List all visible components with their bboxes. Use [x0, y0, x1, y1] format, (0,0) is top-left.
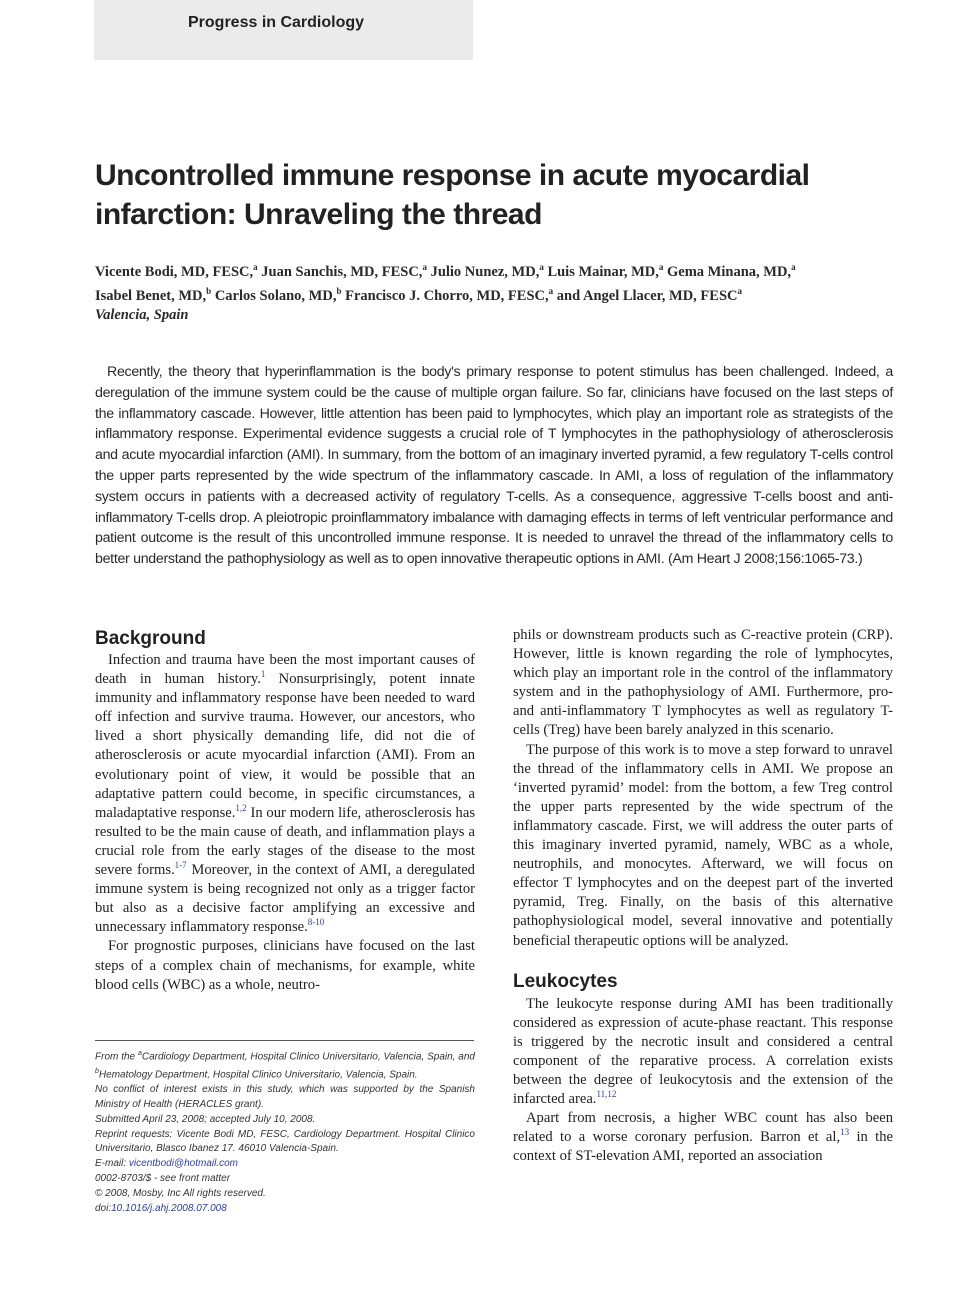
text-run: In our modern life, atherosclerosis has resulted to be the main cause of death, and inflammation plays a crucial role from the early stages of the disease to the most severe forms.	[95, 804, 475, 879]
submission-dates: Submitted April 23, 2008; accepted July 10, 2008.	[95, 1113, 316, 1125]
author-name: Julio Nunez, MD,	[430, 263, 540, 280]
affiliation-note: From the $^a$Cardiology Department, Hospital Clinico Universitario, Valencia, Spain, and $^b$Hematology Department, Hospital Clinico Universitario, Valencia, Spain.	[95, 1050, 475, 1081]
affiliation-mark: b	[206, 285, 212, 296]
author-name: Juan Sanchis, MD, FESC,	[261, 263, 423, 280]
section-label: Progress in Cardiology	[188, 14, 365, 31]
citation-link[interactable]: 11,12	[596, 1089, 617, 1100]
author-name: Carlos Solano, MD,	[214, 287, 337, 304]
affiliation-mark: b	[336, 285, 342, 296]
footnotes	[95, 1047, 475, 1216]
email-note: E-mail: vicentbodi@hotmail.com	[95, 1158, 238, 1170]
issn-note: 0002-8703/$ - see front matter	[95, 1173, 231, 1185]
paragraph	[513, 1109, 893, 1166]
author-name: Gema Minana, MD,	[667, 263, 792, 280]
text-run: The leukocyte response during AMI has been traditionally considered as expression of acute-phase reactant. This response is triggered by the necrotic insult and considered a central component of the reparative process. A correlation exists between the degree of leukocytosis and the extension of the infarcted area.	[513, 995, 893, 1108]
paragraph: For prognostic purposes, clinicians have focused on the last steps of a complex chain of mechanisms, for example, white blood cells (WBC) as a whole, neutro-	[95, 938, 475, 993]
author-name: and Angel Llacer, MD, FESC	[556, 287, 738, 304]
affiliation-mark: a	[658, 262, 664, 272]
copyright-note: © 2008, Mosby, Inc All rights reserved.	[95, 1187, 266, 1199]
citation-link[interactable]: 1,2	[235, 802, 247, 813]
article-title: Uncontrolled immune response in acute myocardial infarction: Unraveling the thread	[95, 159, 810, 231]
affiliation-mark: a	[791, 262, 796, 272]
reprint-note: Reprint requests: Vicente Bodi MD, FESC, Cardiology Department. Hospital Clinico Universitario, Blasco Ibanez 17. 46010 Valencia-Spain.	[95, 1128, 475, 1155]
right-column	[513, 626, 893, 1166]
text-run: Moreover, in the context of AMI, a deregulated immune system is being recognized not only as a trigger factor but also as a decisive factor amplifying an excessive and unnecessary inflammatory response.	[95, 862, 475, 936]
text-run: in the context of ST-elevation AMI, reported an association	[513, 1129, 894, 1165]
author-names	[95, 264, 796, 304]
citation-link[interactable]: 1	[260, 669, 266, 680]
conflict-note: No conflict of interest exists in this study, which was supported by the Spanish Ministry of Health (HERACLES grant).	[95, 1084, 475, 1111]
author-name: Luis Mainar, MD,	[547, 263, 659, 280]
abstract: Recently, the theory that hyperinflammation is the body's primary response to potent stimulus has been challenged. Indeed, a deregulation of the immune system could be the cause of multiple organ failure. So far, clinicians have focused on the last steps of the inflammatory cascade. However, little attention has been paid to lymphocytes, which play an important role as strategists of the inflammatory response. Experimental evidence suggests a crucial role of T lymphocytes in the pathophysiology of atherosclerosis and acute myocardial infarction (AMI). In summary, from the bottom of an imaginary inverted pyramid, a few regulatory T-cells control the upper parts represented by the wide spectrum of the inflammatory cascade. In AMI, a loss of regulation of the inflammatory system occurs in patients with a decreased activity of regulatory T-cells. As a consequence, aggressive T-cells boost and anti-inflammatory T-cells drop. A pleiotropic proinflammatory imbalance with damaging effects in terms of left ventricular performance and patient outcome is the result of this uncontrolled immune response. It is needed to unravel the thread of the inflammatory cells to better understand the pathophysiology as well as to open innovative therapeutic options in AMI. (Am Heart J 2008;156:1065-73.)	[95, 364, 893, 568]
paragraph: phils or downstream products such as C-reactive protein (CRP). However, little is known regarding the role of lymphocytes, which play an important role in the control of the inflammatory system and in the pathophysiology of AMI. Furthermore, pro- and anti-inflammatory T lymphocytes as well as regulatory T-cells (Treg) have been barely analyzed in this scenario.	[513, 627, 893, 739]
author-list	[95, 258, 895, 325]
left-column	[95, 627, 475, 995]
doi-link[interactable]: 10.1016/j.ahj.2008.07.008	[111, 1202, 227, 1214]
author-name: Francisco J. Chorro, MD, FESC,	[345, 287, 549, 304]
paragraph	[513, 995, 893, 1110]
text-run: Nonsurprisingly, potent innate immunity and inflammatory response have been needed to ward off infection and survive trauma. However, our ancestors, who lived a short physically demanding life, did not die of atherosclerosis or acute myocardial infarction (AMI). From an evolutionary point of view, it would be possible that an adaptative pattern could become, in specific circumstances, a maladaptative response.	[95, 671, 475, 821]
footnote-divider	[95, 1040, 474, 1041]
author-name: Isabel Benet, MD,	[95, 287, 207, 304]
citation-link[interactable]: 1-7	[174, 860, 187, 871]
affiliation-mark: a	[737, 285, 742, 296]
paragraph	[95, 651, 475, 937]
affiliation-mark: a	[548, 285, 554, 296]
text-run: Apart from necrosis, a higher WBC count has also been related to a worse coronary perfusion. Barron et al,	[513, 1110, 893, 1146]
affiliation-mark: a	[539, 262, 544, 272]
citation-link[interactable]: 8-10	[307, 917, 325, 928]
section-heading-background: Background	[95, 628, 206, 649]
affiliation-mark: a	[422, 262, 427, 272]
author-location: Valencia, Spain	[95, 306, 189, 323]
doi-note: doi:10.1016/j.ahj.2008.07.008	[95, 1202, 227, 1214]
citation-link[interactable]: 13	[840, 1127, 850, 1138]
text-run: Infection and trauma have been the most important causes of death in human history.	[95, 652, 475, 688]
email-link[interactable]: vicentbodi@hotmail.com	[128, 1158, 238, 1170]
affiliation-mark: a	[253, 262, 258, 272]
paragraph: The purpose of this work is to move a step forward to unravel the thread of the inflammatory cells in AMI. We propose an ‘inverted pyramid’ model: from the bottom, a few Treg control the upper parts represented by the wide spectrum of the inflammatory cascade. First, we will address the outer parts of this imaginary inverted pyramid, namely, WBC as a whole, neutrophils, and monocytes. Afterward, we will focus on effector T lymphocytes and on the deepest part of the inverted pyramid, Treg. Finally, on the basis of this alternative pathophysiological model, several innovative and potentially beneficial therapeutic options will be analyzed.	[513, 741, 893, 949]
author-name: Vicente Bodi, MD, FESC,	[95, 263, 254, 280]
section-heading-leukocytes: Leukocytes	[513, 970, 618, 992]
